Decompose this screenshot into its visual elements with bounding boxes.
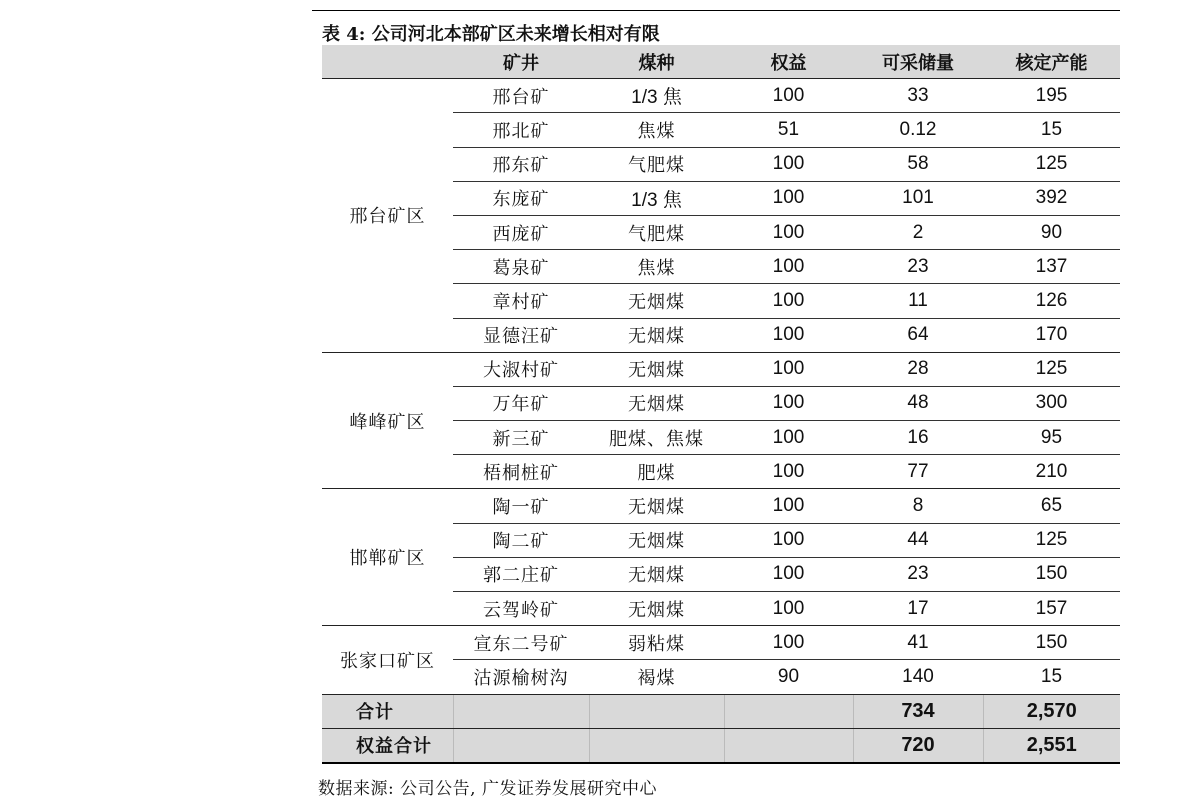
table-row (322, 79, 1120, 113)
coal-type-cell: 焦煤 (589, 113, 724, 147)
equity-cell: 90 (724, 660, 853, 694)
mine-cell: 葛泉矿 (453, 250, 589, 284)
capacity-cell: 125 (983, 352, 1120, 386)
table-row (322, 626, 1120, 660)
reserves-cell: 44 (853, 523, 983, 557)
equity-cell: 51 (724, 113, 853, 147)
mine-table (322, 45, 1120, 764)
column-header-reserves: 可采储量 (853, 45, 983, 79)
reserves-cell: 0.12 (853, 113, 983, 147)
total-empty-cell (589, 694, 724, 728)
coal-type-cell: 无烟煤 (589, 557, 724, 591)
coal-type-cell: 气肥煤 (589, 147, 724, 181)
coal-type-cell: 无烟煤 (589, 386, 724, 420)
equity-cell: 100 (724, 489, 853, 523)
reserves-cell: 140 (853, 660, 983, 694)
equity-cell: 100 (724, 318, 853, 352)
equity-cell: 100 (724, 215, 853, 249)
mine-cell: 陶二矿 (453, 523, 589, 557)
mine-cell: 邢台矿 (453, 79, 589, 113)
reserves-cell: 16 (853, 421, 983, 455)
table-title: 表 4: 公司河北本部矿区未来增长相对有限 (322, 24, 660, 45)
mine-cell: 大淑村矿 (453, 352, 589, 386)
coal-type-cell: 无烟煤 (589, 284, 724, 318)
capacity-cell: 170 (983, 318, 1120, 352)
reserves-cell: 8 (853, 489, 983, 523)
equity-cell: 100 (724, 523, 853, 557)
total-empty-cell (589, 728, 724, 763)
equity-cell: 100 (724, 557, 853, 591)
reserves-cell: 48 (853, 386, 983, 420)
column-header-capacity: 核定产能 (983, 45, 1120, 79)
capacity-cell: 157 (983, 592, 1120, 626)
capacity-cell: 15 (983, 660, 1120, 694)
mine-cell: 郭二庄矿 (453, 557, 589, 591)
equity-cell: 100 (724, 250, 853, 284)
equity-cell: 100 (724, 626, 853, 660)
total-row (322, 728, 1120, 763)
coal-type-cell: 气肥煤 (589, 215, 724, 249)
total-reserves: 720 (853, 728, 983, 763)
mine-cell: 东庞矿 (453, 181, 589, 215)
mine-cell: 梧桐桩矿 (453, 455, 589, 489)
total-label: 权益合计 (322, 728, 453, 763)
equity-cell: 100 (724, 455, 853, 489)
coal-type-cell: 无烟煤 (589, 489, 724, 523)
table-title-bar (312, 10, 1120, 45)
reserves-cell: 23 (853, 250, 983, 284)
reserves-cell: 17 (853, 592, 983, 626)
table-row (322, 352, 1120, 386)
coal-type-cell: 无烟煤 (589, 318, 724, 352)
reserves-cell: 23 (853, 557, 983, 591)
capacity-cell: 392 (983, 181, 1120, 215)
reserves-cell: 101 (853, 181, 983, 215)
coal-type-cell: 肥煤 (589, 455, 724, 489)
district-cell: 张家口矿区 (322, 626, 453, 694)
mine-cell: 邢北矿 (453, 113, 589, 147)
capacity-cell: 65 (983, 489, 1120, 523)
coal-type-cell: 焦煤 (589, 250, 724, 284)
total-empty-cell (724, 728, 853, 763)
coal-type-cell: 弱粘煤 (589, 626, 724, 660)
total-capacity: 2,551 (983, 728, 1120, 763)
total-reserves: 734 (853, 694, 983, 728)
table-row (322, 489, 1120, 523)
coal-type-cell: 1/3 焦 (589, 79, 724, 113)
reserves-cell: 41 (853, 626, 983, 660)
equity-cell: 100 (724, 79, 853, 113)
capacity-cell: 300 (983, 386, 1120, 420)
equity-cell: 100 (724, 386, 853, 420)
mine-cell: 沽源榆树沟 (453, 660, 589, 694)
capacity-cell: 15 (983, 113, 1120, 147)
capacity-cell: 90 (983, 215, 1120, 249)
capacity-cell: 150 (983, 626, 1120, 660)
total-row (322, 694, 1120, 728)
mine-cell: 宣东二号矿 (453, 626, 589, 660)
mine-cell: 陶一矿 (453, 489, 589, 523)
total-empty-cell (724, 694, 853, 728)
reserves-cell: 33 (853, 79, 983, 113)
mine-cell: 云驾岭矿 (453, 592, 589, 626)
capacity-cell: 210 (983, 455, 1120, 489)
table-body (322, 79, 1120, 763)
coal-type-cell: 肥煤、焦煤 (589, 421, 724, 455)
reserves-cell: 58 (853, 147, 983, 181)
document (312, 10, 1120, 799)
mine-cell: 新三矿 (453, 421, 589, 455)
mine-cell: 章村矿 (453, 284, 589, 318)
equity-cell: 100 (724, 421, 853, 455)
total-capacity: 2,570 (983, 694, 1120, 728)
equity-cell: 100 (724, 147, 853, 181)
capacity-cell: 95 (983, 421, 1120, 455)
reserves-cell: 28 (853, 352, 983, 386)
coal-type-cell: 无烟煤 (589, 523, 724, 557)
reserves-cell: 2 (853, 215, 983, 249)
total-empty-cell (453, 728, 589, 763)
source-note: 数据来源: 公司公告, 广发证券发展研究中心 (318, 778, 657, 799)
capacity-cell: 150 (983, 557, 1120, 591)
reserves-cell: 11 (853, 284, 983, 318)
total-label: 合计 (322, 694, 453, 728)
capacity-cell: 125 (983, 147, 1120, 181)
equity-cell: 100 (724, 592, 853, 626)
equity-cell: 100 (724, 181, 853, 215)
column-header-equity: 权益 (724, 45, 853, 79)
coal-type-cell: 无烟煤 (589, 592, 724, 626)
district-cell: 邯郸矿区 (322, 489, 453, 626)
column-header-mine: 矿井 (453, 45, 589, 79)
capacity-cell: 195 (983, 79, 1120, 113)
coal-type-cell: 无烟煤 (589, 352, 724, 386)
mine-cell: 西庞矿 (453, 215, 589, 249)
coal-type-cell: 褐煤 (589, 660, 724, 694)
mine-cell: 邢东矿 (453, 147, 589, 181)
capacity-cell: 125 (983, 523, 1120, 557)
mine-cell: 万年矿 (453, 386, 589, 420)
district-cell: 邢台矿区 (322, 79, 453, 353)
equity-cell: 100 (724, 352, 853, 386)
column-header-coal-type: 煤种 (589, 45, 724, 79)
district-cell: 峰峰矿区 (322, 352, 453, 489)
total-empty-cell (453, 694, 589, 728)
coal-type-cell: 1/3 焦 (589, 181, 724, 215)
capacity-cell: 126 (983, 284, 1120, 318)
column-header-district (322, 45, 453, 79)
equity-cell: 100 (724, 284, 853, 318)
table-header-row (322, 45, 1120, 79)
reserves-cell: 77 (853, 455, 983, 489)
capacity-cell: 137 (983, 250, 1120, 284)
reserves-cell: 64 (853, 318, 983, 352)
mine-cell: 显德汪矿 (453, 318, 589, 352)
